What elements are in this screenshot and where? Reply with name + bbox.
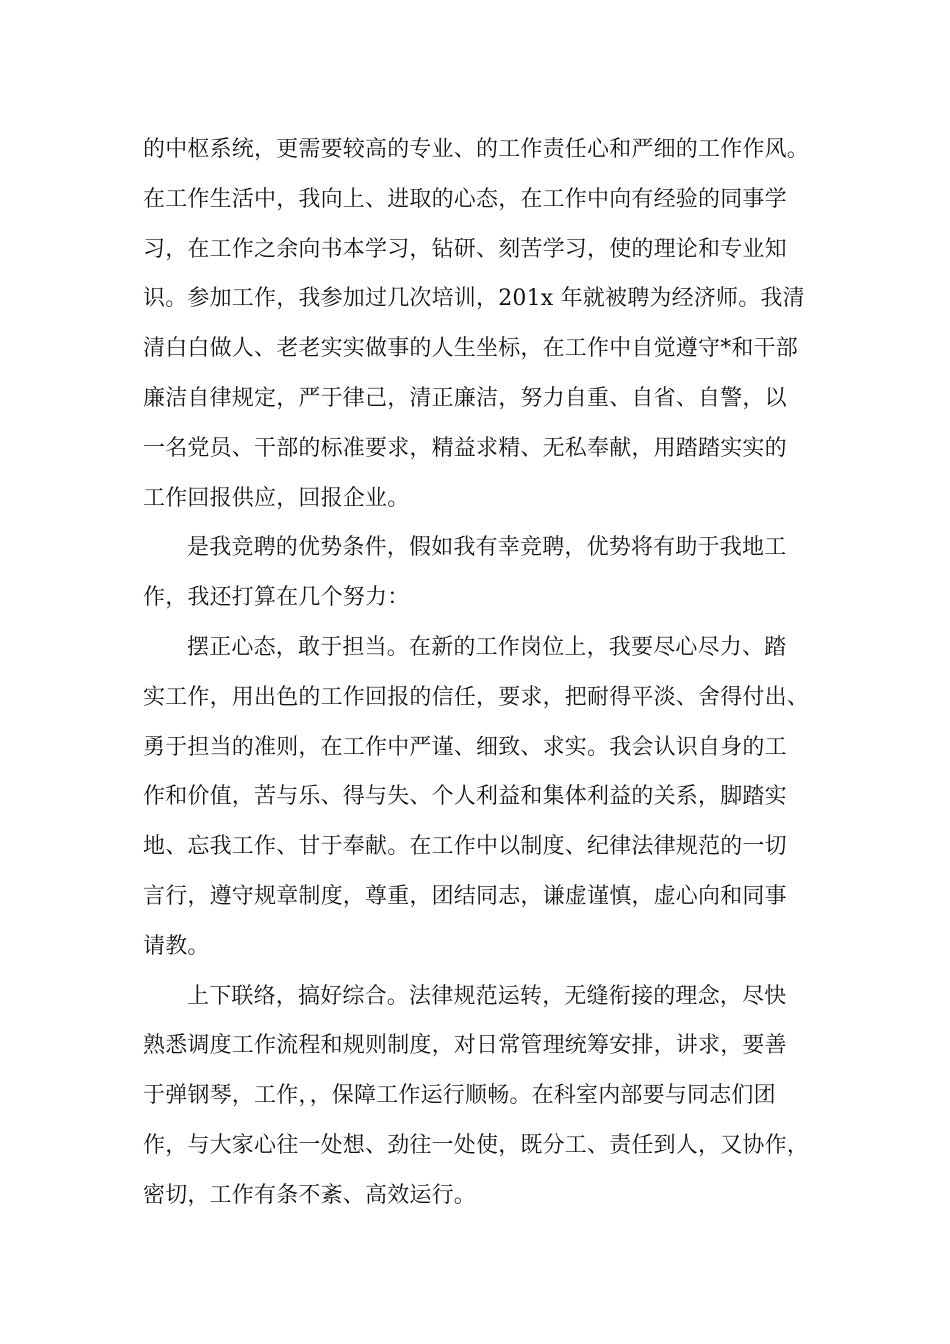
- text-line: 地、忘我工作、甘于奉献。在工作中以制度、纪律法律规范的一切: [143, 834, 787, 860]
- text-line: 作和价值，苦与乐、得与失、个人利益和集体利益的关系，脚踏实: [143, 784, 787, 810]
- paragraph-4: [143, 972, 843, 1221]
- text-line: 摆正心态，敢于担当。在新的工作岗位上，我要尽心尽力、踏: [187, 634, 787, 660]
- paragraph-3: [143, 623, 843, 972]
- text-line: 于弹钢琴，工作，，保障工作运行顺畅。在科室内部要与同志们团: [143, 1083, 776, 1109]
- text-line: 的中枢系统，更需要较高的专业、的工作责任心和严细的工作作风。: [143, 137, 810, 162]
- text-line: 言行，遵守规章制度，尊重，团结同志，谦虚谨慎，虚心向和同事: [143, 883, 787, 909]
- text-line: 请教。: [143, 933, 210, 959]
- text-line: 习，在工作之余向书本学习，钻研、刻苦学习，使的理论和专业知: [143, 236, 787, 262]
- text-line: 勇于担当的准则，在工作中严谨、细致、求实。我会认识自身的工: [143, 734, 787, 760]
- text-line: 一名党员、干部的标准要求，精益求精、无私奉献，用踏踏实实的: [143, 435, 787, 461]
- text-line: 上下联络，搞好综合。法律规范运转，无缝衔接的理念，尽快: [187, 983, 787, 1009]
- text-line: 识。参加工作，我参加过几次培训，201x 年就被聘为经济师。我清: [143, 286, 805, 312]
- text-line: 在工作生活中，我向上、进取的心态，在工作中向有经验的同事学: [143, 186, 787, 212]
- text-line: 实工作，用出色的工作回报的信任，要求，把耐得平淡、舍得付出、: [143, 684, 810, 710]
- text-line: 是我竞聘的优势条件，假如我有幸竞聘，优势将有助于我地工: [187, 535, 787, 561]
- paragraph-2: [143, 523, 843, 623]
- text-line: 作，与大家心往一处想、劲往一处使，既分工、责任到人，又协作，: [143, 1132, 810, 1158]
- text-line: 熟悉调度工作流程和规则制度，对日常管理统筹安排，讲求，要善: [143, 1033, 787, 1059]
- text-line: 工作回报供应，回报企业。: [143, 485, 410, 511]
- text-line: 密切，工作有条不紊、高效运行。: [143, 1182, 477, 1208]
- paragraph-1: [143, 125, 843, 523]
- text-line: 清白白做人、老老实实做事的人生坐标，在工作中自觉遵守*和干部: [143, 336, 799, 362]
- text-line: 作，我还打算在几个努力：: [143, 585, 410, 611]
- document-body: [143, 125, 843, 1221]
- text-line: 廉洁自律规定，严于律己，清正廉洁，努力自重、自省、自警，以: [143, 385, 787, 411]
